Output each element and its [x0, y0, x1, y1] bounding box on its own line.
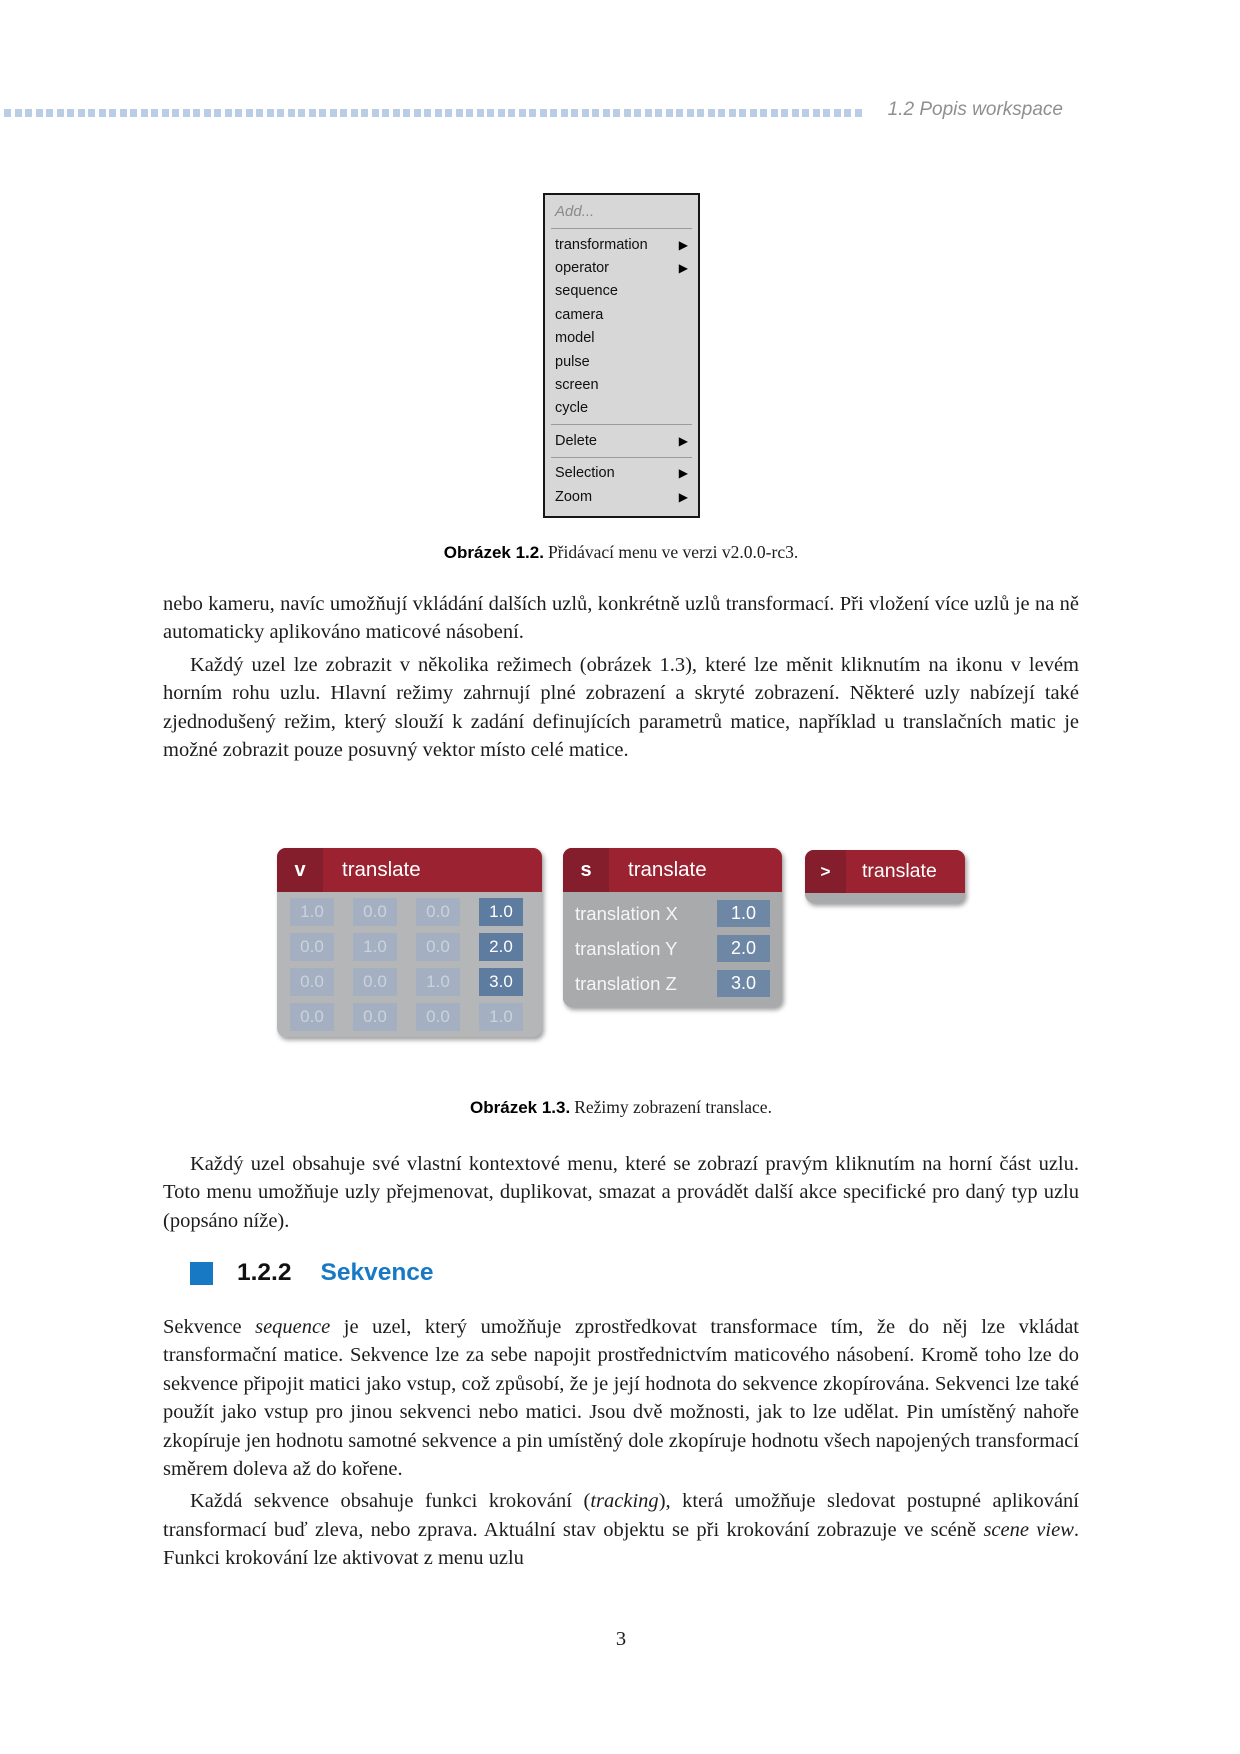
body-text-block [163, 1313, 1079, 1573]
section-heading-1-2-2 [190, 1259, 434, 1287]
menu-item-selection [545, 462, 698, 485]
menu-item-label: sequence [555, 283, 618, 300]
translation-row [575, 968, 770, 999]
menu-title: Add... [555, 203, 595, 220]
italic-text: scene view [983, 1518, 1074, 1541]
body-text-block [163, 590, 1079, 764]
menu-item-camera [545, 303, 698, 326]
translation-label: translation Y [575, 937, 678, 959]
node-header [805, 850, 965, 893]
paragraph [163, 1150, 1079, 1235]
matrix-cell: 0.0 [416, 898, 460, 926]
text: Každý uzel obsahuje své vlastní kontextové menu, které se zobrazí pravým kliknutím na horní část uzlu. Toto menu umožňuje uzly přejmenovat, duplikovat, smazat a provádět další akce specifické pro daný typ uzlu (popsáno níže). [163, 1153, 1079, 1232]
matrix-cell: 0.0 [290, 1003, 334, 1031]
matrix-cell: 1.0 [416, 968, 460, 996]
matrix-cell: 0.0 [353, 968, 397, 996]
translation-value: 3.0 [717, 970, 770, 997]
section-title: Sekvence [320, 1259, 434, 1286]
matrix-cell: 3.0 [479, 968, 523, 996]
menu-item-cycle [545, 397, 698, 420]
translation-row [575, 933, 770, 964]
translation-value: 1.0 [717, 900, 770, 927]
caption-text: Přidávací menu ve verzi v2.0.0-rc3. [547, 542, 799, 562]
figure-1-3-caption [163, 1096, 1079, 1120]
node-mode-icon: v [277, 848, 323, 892]
section-square-icon [190, 1262, 213, 1285]
translation-label: translation X [575, 902, 678, 924]
node-mode-icon: s [563, 848, 609, 892]
menu-item-label: transformation [555, 236, 648, 253]
caption-text: Režimy zobrazení translace. [574, 1097, 772, 1117]
matrix-cell: 0.0 [416, 1003, 460, 1031]
caption-label: Obrázek 1.3. [470, 1098, 571, 1117]
matrix-cell: 0.0 [416, 933, 460, 961]
text: nebo kameru, navíc umožňují vkládání dalších uzlů, konkrétně uzlů transformací. Při vložení více uzlů je na ně automaticky aplikováno maticové násobení. [163, 593, 1079, 644]
menu-item-label: Zoom [555, 488, 593, 505]
menu-item-label: model [555, 330, 595, 347]
figure-1-2-caption [163, 541, 1079, 565]
translate-node-collapsed-view [805, 850, 965, 903]
node-title: translate [342, 858, 421, 881]
matrix-cell: 0.0 [353, 898, 397, 926]
paragraph [163, 1313, 1079, 1483]
menu-separator [551, 457, 692, 458]
add-context-menu-figure [543, 193, 700, 518]
page-number: 3 [615, 1628, 627, 1650]
menu-item-label: Delete [555, 432, 597, 449]
body-text-block [163, 1150, 1079, 1235]
menu-item-model [545, 327, 698, 350]
submenu-arrow-icon: ▶ [678, 237, 688, 252]
menu-item-screen [545, 373, 698, 396]
matrix-cell: 0.0 [290, 933, 334, 961]
menu-item-operator [545, 256, 698, 279]
translation-row [575, 898, 770, 929]
menu-item-label: operator [555, 260, 610, 277]
menu-item-pulse [545, 350, 698, 373]
menu-separator [551, 424, 692, 425]
translation-value: 2.0 [717, 935, 770, 962]
node-title: translate [628, 858, 707, 881]
paragraph [163, 651, 1079, 765]
translation-label: translation Z [575, 972, 677, 994]
menu-item-sequence [545, 280, 698, 303]
menu-item-label: screen [555, 377, 599, 394]
italic-text: sequence [255, 1316, 331, 1338]
text: Každý uzel lze zobrazit v několika režimech (obrázek 1.3), které lze měnit kliknutím na ikonu v levém horním rohu uzlu. Hlavní režimy zahrnují plné zobrazení a skryté zobrazení. Některé uzly nabízejí také zjednodušený režim, který slouží k zadání definujících parametrů matice, například u translačních matic je možné zobrazit pouze posuvný vektor místo celé matice. [163, 653, 1079, 762]
node-title: translate [862, 860, 937, 882]
matrix-cell: 1.0 [353, 933, 397, 961]
menu-item-transformation [545, 233, 698, 256]
section-number: 1.2.2 [237, 1259, 292, 1286]
text: ), která umožňuje sledovat postupné aplikování transformací buď zleva, nebo zprava. Aktuální stav objektu se při krokování zobrazuje ve scéně [163, 1490, 1080, 1541]
menu-item-label: pulse [555, 353, 590, 370]
caption-label: Obrázek 1.2. [443, 543, 544, 562]
node-header [277, 848, 542, 892]
matrix-cell: 1.0 [479, 898, 523, 926]
translate-node-matrix-view [277, 848, 542, 1037]
submenu-arrow-icon: ▶ [678, 466, 688, 481]
translate-node-simple-view [563, 848, 782, 1007]
menu-item-delete [545, 429, 698, 452]
menu-separator [551, 228, 692, 229]
matrix-cell: 0.0 [353, 1003, 397, 1031]
running-header-label: 1.2 Popis workspace [887, 99, 1063, 120]
menu-item-zoom [545, 485, 698, 508]
menu-item-label: Selection [555, 465, 615, 482]
menu-item-label: camera [555, 306, 604, 323]
italic-text: tracking [590, 1490, 659, 1513]
matrix-cell: 1.0 [479, 1003, 523, 1031]
text: Sekvence [163, 1316, 256, 1338]
matrix-cell: 2.0 [479, 933, 523, 961]
matrix-cell: 0.0 [290, 968, 334, 996]
menu-item-label: cycle [555, 400, 589, 417]
text: . Funkci krokování lze aktivovat z menu uzlu [163, 1518, 1079, 1570]
node-mode-icon: > [805, 850, 846, 893]
submenu-arrow-icon: ▶ [678, 261, 688, 276]
submenu-arrow-icon: ▶ [678, 489, 688, 504]
text: Každá sekvence obsahuje funkci krokování ( [190, 1490, 591, 1513]
paragraph [163, 590, 1079, 647]
node-header [563, 848, 782, 892]
paragraph [163, 1487, 1079, 1572]
submenu-arrow-icon: ▶ [678, 433, 688, 448]
text: je uzel, který umožňuje zprostředkovat transformace tím, že do něj lze vkládat transformační matice. Sekvence lze za sebe napojit prostřednictvím maticového násobení. Kromě toho lze do sekvence připojit matici jako vstup, což způsobí, že je její hodnota do sekvence zkopírována. Sekvenci lze také použít jako vstup pro jinou sekvenci nebo matici. Jsou dvě možnosti, jak to lze udělat. Pin umístěný nahoře zkopíruje jen hodnotu samotné sekvence a pin umístěný dole zkopíruje hodnotu všech napojených transformací směrem doleva až do kořene. [163, 1316, 1079, 1481]
matrix-cell: 1.0 [290, 898, 334, 926]
